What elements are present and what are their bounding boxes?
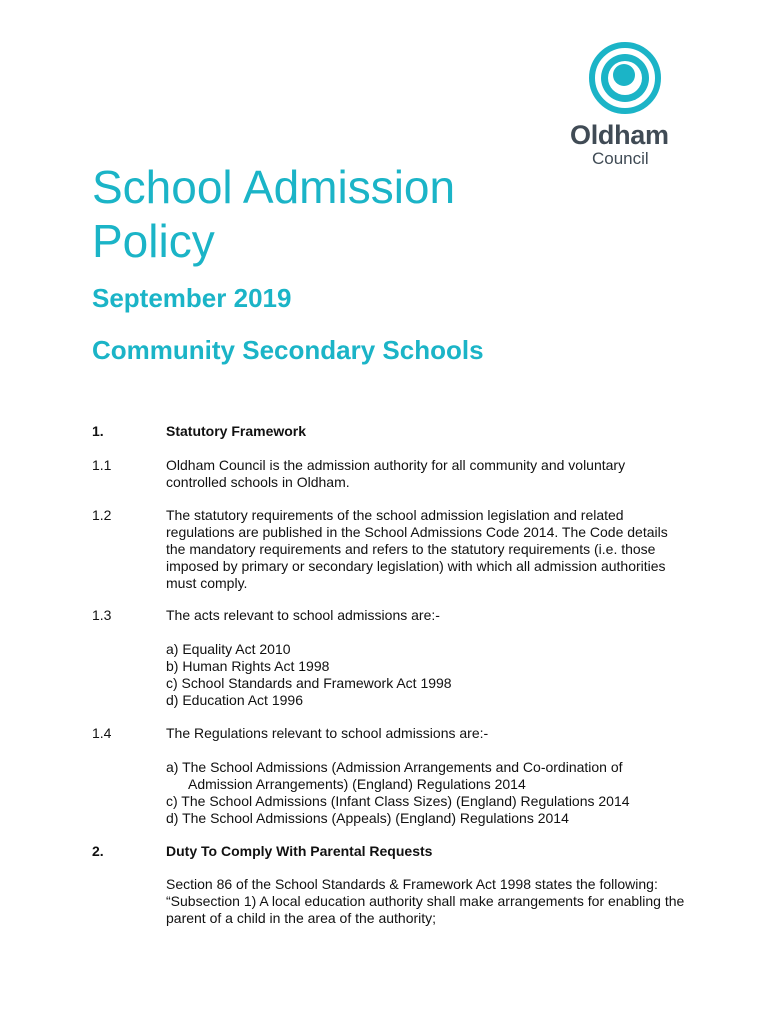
title-line-2: Policy	[92, 215, 215, 267]
subtitle-date: September 2019	[92, 283, 292, 313]
section-number: 1.	[92, 423, 104, 439]
list-item: a) The School Admissions (Admission Arrangements and Co-ordination of Admission Arrangements) (England) Regulations 2014	[166, 759, 623, 792]
paragraph-number: 1.1	[92, 457, 112, 473]
paragraph-number: 1.3	[92, 607, 112, 623]
section-2-text	[166, 876, 686, 927]
page-title	[92, 160, 455, 268]
list-item: d) The School Admissions (Appeals) (England) Regulations 2014	[166, 810, 569, 826]
paragraph-number: 1.2	[92, 507, 112, 523]
council-emblem-icon	[589, 42, 661, 114]
acts-list-items	[166, 641, 686, 709]
subtitle-schools: Community Secondary Schools	[92, 335, 484, 365]
section-heading: Duty To Comply With Parental Requests	[166, 843, 433, 859]
paragraph-text: Section 86 of the School Standards & Framework Act 1998 states the following:	[166, 876, 658, 892]
list-item: c) The School Admissions (Infant Class Sizes) (England) Regulations 2014	[166, 793, 630, 809]
title-line-1: School Admission	[92, 161, 456, 213]
list-item: a) Equality Act 2010	[166, 641, 291, 657]
paragraph-number: 1.4	[92, 725, 112, 741]
section-heading: Statutory Framework	[166, 423, 307, 439]
paragraph-text: Oldham Council is the admission authority for all community and voluntary controlled schools in Oldham.	[166, 457, 626, 490]
list-item: b) Human Rights Act 1998	[166, 658, 330, 674]
paragraph-text: The Regulations relevant to school admissions are:-	[166, 725, 489, 741]
regulations-list-items	[166, 759, 686, 827]
oldham-council-logo	[570, 42, 685, 167]
list-item: d) Education Act 1996	[166, 692, 303, 708]
paragraph-text: The acts relevant to school admissions are:-	[166, 607, 440, 623]
paragraph-text: The statutory requirements of the school admission legislation and related regulations are published in the School Admissions Code 2014. The Code details the mandatory requirements and refers to the statutory requirements (i.e. those imposed by primary or secondary legislation) with which all admission authorities must comply.	[166, 507, 668, 591]
logo-name: Oldham	[570, 120, 669, 150]
logo-subtitle: Council	[592, 149, 649, 168]
list-item: c) School Standards and Framework Act 1998	[166, 675, 452, 691]
paragraph-text: “Subsection 1) A local education authority shall make arrangements for enabling the parent of a child in the area of the authority;	[166, 893, 685, 926]
section-number: 2.	[92, 843, 104, 859]
